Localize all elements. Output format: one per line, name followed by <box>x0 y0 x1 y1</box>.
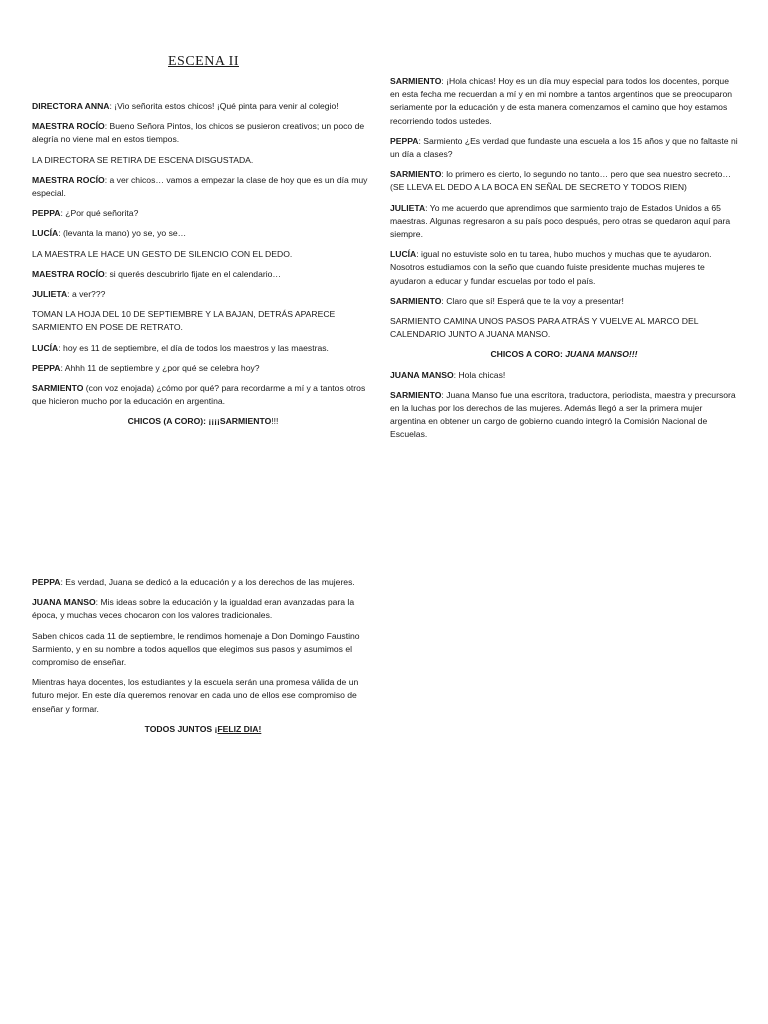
dialogue-line <box>390 135 738 161</box>
stage-direction: SARMIENTO CAMINA UNOS PASOS PARA ATRÁS Y VUELVE AL MARCO DEL CALENDARIO JUNTO A JUANA MANSO. <box>390 316 699 340</box>
speaker-name: JULIETA <box>390 202 426 213</box>
chorus-text: CHICOS (A CORO): ¡¡¡¡SARMIENTO <box>127 416 272 427</box>
speaker-name: JUANA MANSO <box>32 597 96 608</box>
dialogue-text: : Mis ideas sobre la educación y la igualdad eran avanzadas para la época, y muchas veces chocaron con los valores tradicionales. <box>32 597 355 621</box>
dialogue-text: : ¿Por qué señorita? <box>60 208 139 219</box>
speaker-name: LUCÍA <box>32 342 59 353</box>
dialogue-line <box>32 154 374 167</box>
dialogue-list <box>390 369 738 442</box>
speaker-name: PEPPA <box>32 362 61 373</box>
dialogue-text: : a ver??? <box>67 289 106 300</box>
dialogue-line <box>32 342 374 355</box>
left-column-bottom <box>32 576 374 743</box>
dialogue-text: : ¡Vio señorita estos chicos! ¡Qué pinta para venir al colegio! <box>109 101 339 111</box>
dialogue-line <box>390 248 738 288</box>
stage-direction: LA MAESTRA LE HACE UN GESTO DE SILENCIO CON EL DEDO. <box>32 248 293 259</box>
dialogue-line <box>32 268 374 281</box>
dialogue-line <box>32 248 374 261</box>
dialogue-text: : a ver chicos… vamos a empezar la clase de hoy que es un día muy especial. <box>32 174 368 199</box>
speaker-name: SARMIENTO <box>390 76 442 86</box>
dialogue-text: : Yo me acuerdo que aprendimos que sarmiento trajo de Estados Unidos a 65 maestras. Algunas regresaron a su país poco después, pero otras se quedaron aquí para siempre. <box>390 202 731 240</box>
dialogue-text: (con voz enojada) ¿cómo por qué? para recordarme a mí y a tantos otros que hicieron mucho por la educación en argentina. <box>32 383 366 407</box>
speaker-name: SARMIENTO <box>32 383 84 394</box>
dialogue-text: : Juana Manso fue una escritora, traductora, periodista, maestra y precursora en la luchas por los derechos de las mujeres. Además llegó a ser la primera mujer argentina en obtener un cargo de gobierno cuando integró la Comisión Nacional de Escuelas. <box>390 389 736 440</box>
stage-direction: TOMAN LA HOJA DEL 10 DE SEPTIEMBRE Y LA BAJAN, DETRÁS APARECE SARMIENTO EN POSE DE RETRATO. <box>32 309 336 333</box>
chorus-exclaim: !!! <box>271 416 279 427</box>
chorus-name: JUANA MANSO!!! <box>565 349 638 360</box>
dialogue-text: : Ahhh 11 de septiembre y ¿por qué se celebra hoy? <box>60 362 260 373</box>
speaker-name: LUCÍA <box>390 249 417 260</box>
dialogue-text: : hoy es 11 de septiembre, el día de todos los maestros y las maestras. <box>58 342 329 353</box>
speaker-name: PEPPA <box>390 135 419 146</box>
stage-direction: LA DIRECTORA SE RETIRA DE ESCENA DISGUSTADA. <box>32 154 254 165</box>
final-line <box>32 723 374 736</box>
dialogue-line <box>390 315 738 341</box>
stage-direction: Mientras haya docentes, los estudiantes y la escuela serán una promesa válida de un futuro mejor. En este día queremos renovar en cada uno de ellos ese compromiso de enseñar y formar. <box>32 677 359 714</box>
speaker-name: SARMIENTO <box>390 389 442 400</box>
dialogue-line <box>32 227 374 240</box>
stage-direction: Saben chicos cada 11 de septiembre, le rendimos homenaje a Don Domingo Faustino Sarmiento, y en su nombre a todos aquellos que elegimos sus pasos y asumimos el compromiso de enseñar. <box>32 630 360 668</box>
dialogue-line <box>390 168 738 194</box>
dialogue-list <box>390 75 738 341</box>
dialogue-line <box>32 100 374 113</box>
dialogue-text: : ¡Hola chicas! Hoy es un día muy especial para todos los docentes, porque en esta fecha me recuerdan a mí y en mi nombre a tantos argentinos que se preocuparon seriamente por la educación y de esta manera comenzamos el camino que hoy estamos recorriendo todos ustedes. <box>390 76 733 126</box>
dialogue-text: : Es verdad, Juana se dedicó a la educación y a los derechos de las mujeres. <box>60 577 355 587</box>
dialogue-line <box>32 207 374 220</box>
dialogue-text: : Bueno Señora Pintos, los chicos se pusieron creativos; un poco de alegría no viene mal en estos tiempos. <box>32 121 365 145</box>
dialogue-line <box>32 308 374 334</box>
dialogue-line <box>32 174 374 200</box>
chorus-line <box>390 348 738 361</box>
speaker-name: MAESTRA ROCÍO <box>32 121 105 132</box>
speaker-name: PEPPA <box>32 577 61 587</box>
dialogue-line <box>32 596 374 622</box>
dialogue-line <box>390 75 738 128</box>
dialogue-list <box>32 576 374 716</box>
speaker-name: DIRECTORA ANNA <box>32 101 110 111</box>
scene-title: ESCENA II <box>168 54 239 69</box>
speaker-name: MAESTRA ROCÍO <box>32 174 105 185</box>
dialogue-line <box>390 369 738 382</box>
dialogue-line <box>32 362 374 375</box>
speaker-name: SARMIENTO <box>390 169 442 180</box>
dialogue-text: : igual no estuviste solo en tu tarea, hubo muchos y muchas que te ayudaron. Nosotros estudiamos con la seño que cuando fuiste presidente muchas mujeres te ayudaron a educar y fundar escuelas por todo el país. <box>390 249 712 286</box>
left-column-top <box>32 100 374 436</box>
right-column <box>390 75 738 449</box>
dialogue-line <box>390 389 738 442</box>
speaker-name: SARMIENTO <box>390 295 442 306</box>
dialogue-list <box>32 100 374 408</box>
dialogue-line <box>32 382 374 408</box>
dialogue-line <box>32 630 374 670</box>
chorus-line <box>32 415 374 428</box>
chorus-text: CHICOS A CORO: <box>490 349 566 360</box>
dialogue-text: : lo primero es cierto, lo segundo no tanto… pero que sea nuestro secreto… (SE LLEVA EL DEDO A LA BOCA EN SEÑAL DE SECRETO Y TODOS RIEN) <box>390 169 731 193</box>
speaker-name: JUANA MANSO <box>390 369 454 380</box>
speaker-name: JULIETA <box>32 289 68 300</box>
final-text: TODOS JUNTOS <box>144 723 215 734</box>
dialogue-text: : Hola chicas! <box>453 369 506 380</box>
dialogue-text: : (levanta la mano) yo se, yo se… <box>58 228 187 239</box>
dialogue-text: : Sarmiento ¿Es verdad que fundaste una escuela a los 15 años y que no faltaste ni un día a clases? <box>390 135 738 160</box>
final-exclaim: ¡FELIZ DIA! <box>214 723 262 734</box>
speaker-name: MAESTRA ROCÍO <box>32 268 105 279</box>
dialogue-text: : si querés descubrirlo fijate en el calendario… <box>104 268 281 279</box>
dialogue-line <box>32 120 374 146</box>
speaker-name: PEPPA <box>32 208 61 219</box>
dialogue-text: : Claro que sí! Esperá que te la voy a presentar! <box>441 295 624 306</box>
dialogue-line <box>32 576 374 589</box>
dialogue-line <box>32 676 374 716</box>
dialogue-line <box>390 295 738 308</box>
speaker-name: LUCÍA <box>32 228 59 239</box>
dialogue-line <box>32 288 374 301</box>
dialogue-line <box>390 202 738 242</box>
